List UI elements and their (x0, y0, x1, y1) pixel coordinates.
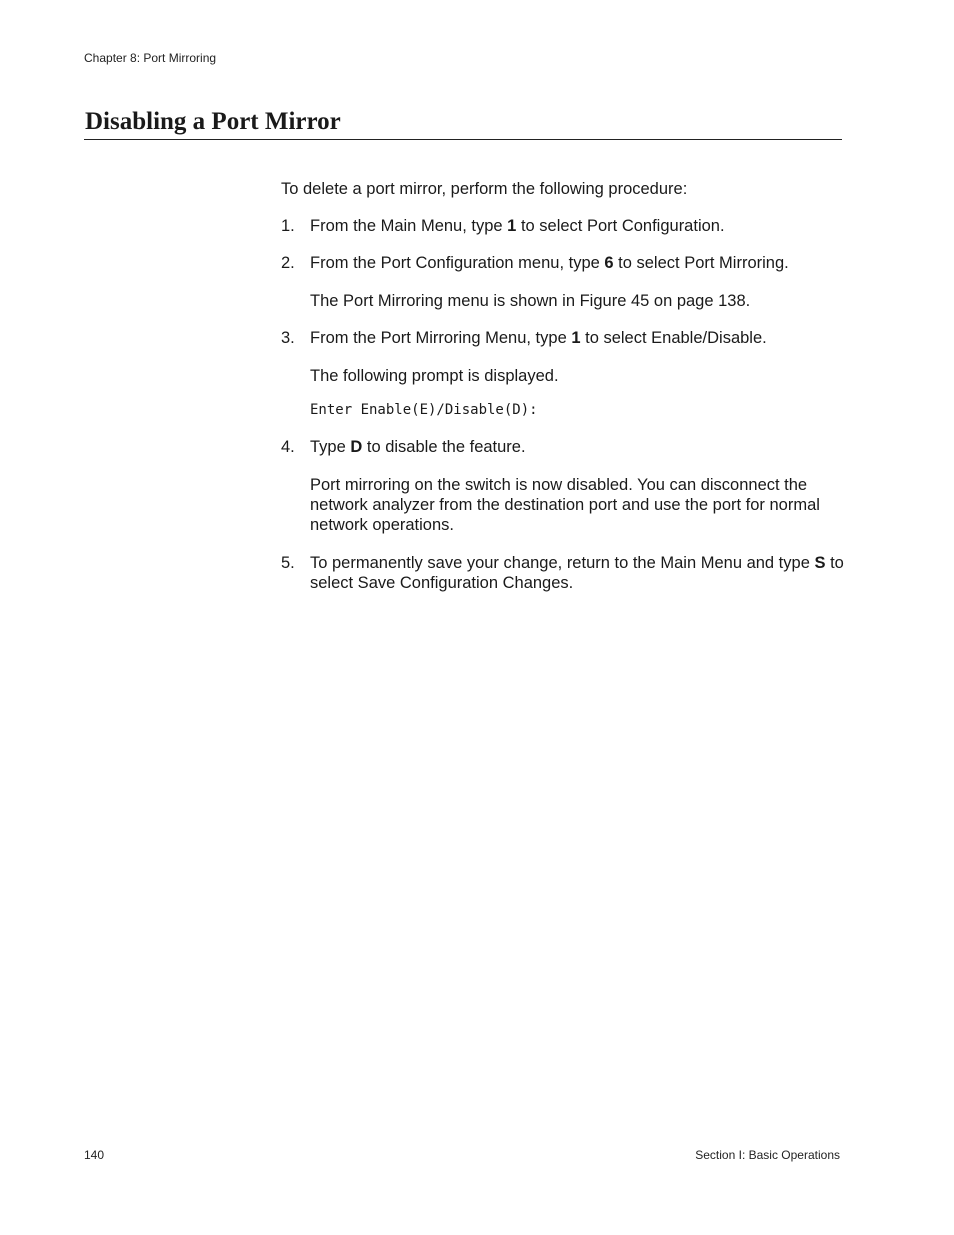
step-text: From the Port Mirroring Menu, type 1 to select Enable/Disable. (310, 329, 767, 347)
page-number: 140 (84, 1148, 105, 1162)
key-label: 1 (507, 217, 517, 235)
step-number: 1. (281, 217, 295, 235)
intro-paragraph: To delete a port mirror, perform the following procedure: (281, 180, 688, 198)
step-number: 5. (281, 554, 295, 572)
key-label: 6 (604, 254, 614, 272)
title-rule (84, 139, 842, 140)
prompt-code: Enter Enable(E)/Disable(D): (310, 402, 538, 418)
step-text: Type D to disable the feature. (310, 438, 526, 456)
key-label: D (350, 438, 363, 456)
key-label: S (814, 554, 826, 572)
step-text: From the Main Menu, type 1 to select Port Configuration. (310, 217, 725, 235)
page-title: Disabling a Port Mirror (85, 108, 341, 135)
key-label: 1 (571, 329, 581, 347)
step-3-note: The following prompt is displayed. (310, 367, 559, 385)
step-text: From the Port Configuration menu, type 6 to select Port Mirroring. (310, 254, 789, 272)
step-number: 4. (281, 438, 295, 456)
step-number: 3. (281, 329, 295, 347)
running-header: Chapter 8: Port Mirroring (84, 51, 217, 65)
step-text: To permanently save your change, return to the Main Menu and type S to select Save Configuration Changes. (310, 554, 844, 592)
step-2-note: The Port Mirroring menu is shown in Figure 45 on page 138. (310, 292, 751, 310)
step-number: 2. (281, 254, 295, 272)
section-footer: Section I: Basic Operations (695, 1148, 840, 1162)
step-4-note: Port mirroring on the switch is now disabled. You can disconnect the network analyzer from the destination port and use the port for normal network operations. (310, 476, 820, 534)
